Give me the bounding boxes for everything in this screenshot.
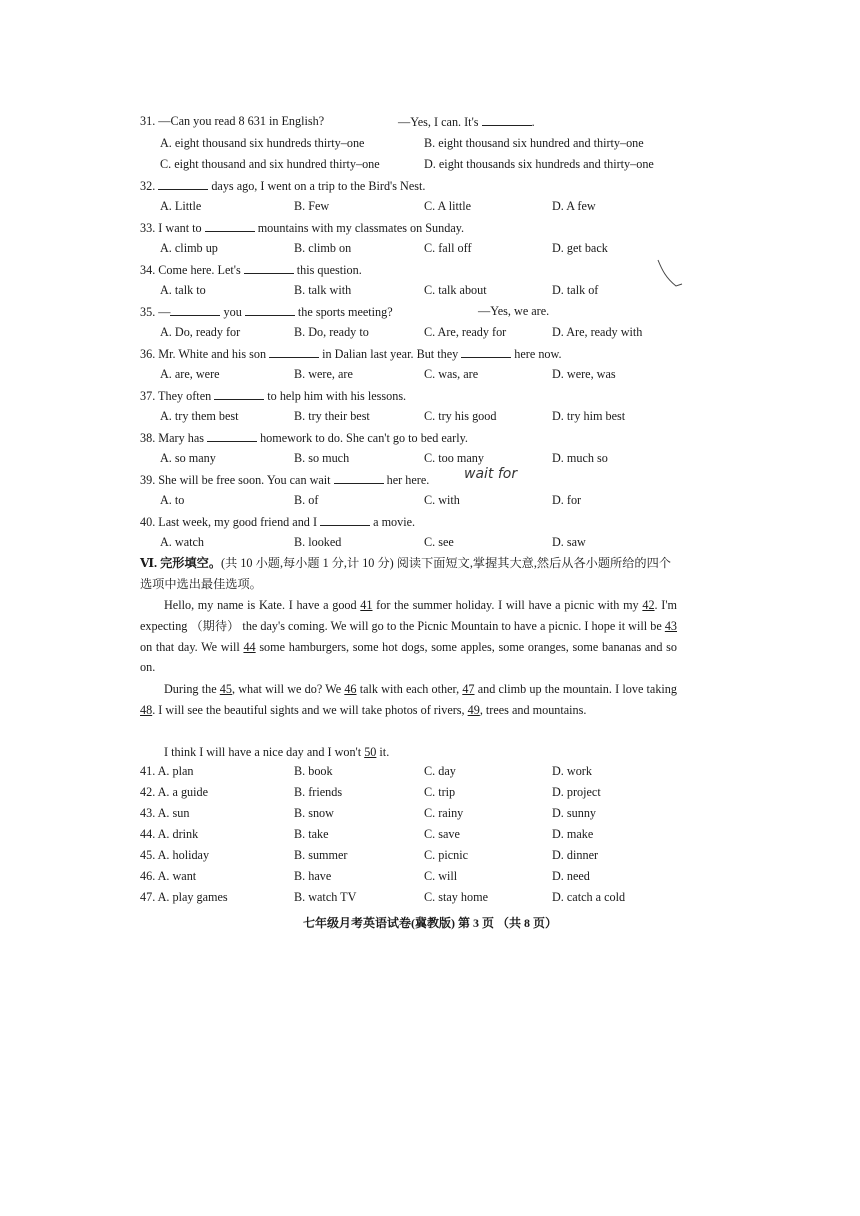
option-32a: A. Little <box>160 199 202 213</box>
blank-46: 46 <box>344 682 357 696</box>
question-32-stem: 32. days ago, I went on a trip to the Bird's Nest. <box>140 179 426 193</box>
option-45a: 45. A. holiday <box>140 848 210 862</box>
question-38-options <box>160 451 720 469</box>
question-37-options <box>160 409 720 427</box>
option-43d: D. sunny <box>552 806 597 820</box>
option-33b: B. climb on <box>294 241 352 255</box>
question-32-options <box>160 199 720 217</box>
passage-paragraph-1: Hello, my name is Kate. I have a good 41 for the summer holiday. I will have a picnic with my 42. I'm expecting （期待） the day's coming. We will go to the Picnic Mountain to have a picnic. I hope it will be 43 on that day. We will 44 some hamburgers, some hot dogs, some apples, some oranges, some bananas and so on. <box>140 598 678 675</box>
option-40c: C. see <box>424 535 454 549</box>
section-6-title: Ⅵ. 完形填空。 <box>140 556 222 570</box>
section-6-instructions: (共 10 小题,每小题 1 分,计 10 分) 阅读下面短文,掌握其大意,然后从各小题所给的四个选项中选出最佳选项。 <box>140 556 671 591</box>
option-34a: A. talk to <box>160 283 206 297</box>
question-42-options <box>140 785 700 803</box>
question-31-stem: 31. —Can you read 8 631 in English? <box>140 114 325 128</box>
blank-44: 44 <box>243 639 256 654</box>
question-34-stem: 34. Come here. Let's this question. <box>140 263 362 277</box>
option-44d: D. make <box>552 827 594 841</box>
question-44-options <box>140 827 700 845</box>
option-32c: C. A little <box>424 199 472 213</box>
option-32d: D. A few <box>552 199 596 213</box>
question-35-options <box>160 325 720 343</box>
blank-41: 41 <box>360 598 373 612</box>
option-47a: 47. A. play games <box>140 890 228 904</box>
option-38b: B. so much <box>294 451 350 465</box>
question-39-options <box>160 493 720 511</box>
option-38c: C. too many <box>424 451 484 465</box>
option-45c: C. picnic <box>424 848 469 862</box>
question-43-options <box>140 806 700 824</box>
option-38a: A. so many <box>160 451 216 465</box>
passage-paragraph-2: During the 45, what will we do? We 46 talk with each other, 47 and climb up the mountain. I love taking 48. I will see the beautiful sights and we will take photos of rivers, 49, trees and mountains. <box>140 682 677 717</box>
option-40d: D. saw <box>552 535 586 549</box>
option-36d: D. were, was <box>552 367 616 381</box>
question-33-stem: 33. I want to mountains with my classmates on Sunday. <box>140 221 465 235</box>
question-35-stem: 35. — you the sports meeting? <box>140 305 393 319</box>
question-46-options <box>140 869 700 887</box>
option-47d: D. catch a cold <box>552 890 626 904</box>
option-38d: D. much so <box>552 451 608 465</box>
option-40a: A. watch <box>160 535 204 549</box>
question-39-stem: 39. She will be free soon. You can wait her here. <box>140 473 430 487</box>
option-47c: C. stay home <box>424 890 488 904</box>
option-33a: A. climb up <box>160 241 218 255</box>
question-31-options-row1 <box>160 136 720 154</box>
option-39d: D. for <box>552 493 582 507</box>
option-45d: D. dinner <box>552 848 599 862</box>
option-42b: B. friends <box>294 785 343 799</box>
option-37d: D. try him best <box>552 409 626 423</box>
option-31a: A. eight thousand six hundreds thirty–one <box>160 136 365 150</box>
option-31c: C. eight thousand and six hundred thirty–one <box>160 157 380 171</box>
option-36a: A. are, were <box>160 367 220 381</box>
option-42d: D. project <box>552 785 601 799</box>
passage-paragraph-3: I think I will have a nice day and I won't 50 it. <box>164 745 390 759</box>
option-40b: B. looked <box>294 535 342 549</box>
option-46b: B. have <box>294 869 332 883</box>
option-41c: C. day <box>424 764 456 778</box>
blank-50: 50 <box>364 745 377 759</box>
question-36-stem: 36. Mr. White and his son in Dalian last year. But they here now. <box>140 347 562 361</box>
question-37-stem: 37. They often to help him with his lessons. <box>140 389 407 403</box>
question-40-stem: 40. Last week, my good friend and I a movie. <box>140 515 416 529</box>
option-36b: B. were, are <box>294 367 353 381</box>
option-33d: D. get back <box>552 241 608 255</box>
option-37c: C. try his good <box>424 409 497 423</box>
page-footer: 七年级月考英语试卷(冀教版) 第 3 页 （共 8 页） <box>303 916 557 930</box>
question-41-options <box>140 764 700 782</box>
option-44b: B. take <box>294 827 329 841</box>
question-35-answer: —Yes, we are. <box>478 304 550 318</box>
option-43a: 43. A. sun <box>140 806 190 820</box>
option-43b: B. snow <box>294 806 334 820</box>
option-34d: D. talk of <box>552 283 599 297</box>
option-41b: B. book <box>294 764 333 778</box>
question-31-options-row2 <box>160 157 720 175</box>
option-46a: 46. A. want <box>140 869 197 883</box>
question-34-options <box>160 283 720 301</box>
option-31d: D. eight thousands six hundreds and thirty–one <box>424 157 654 171</box>
option-44c: C. save <box>424 827 460 841</box>
option-39a: A. to <box>160 493 185 507</box>
option-35a: A. Do, ready for <box>160 325 241 339</box>
option-34b: B. talk with <box>294 283 352 297</box>
blank-42: 42 <box>642 598 655 612</box>
option-37a: A. try them best <box>160 409 239 423</box>
question-36-options <box>160 367 720 385</box>
question-45-options <box>140 848 700 866</box>
option-35c: C. Are, ready for <box>424 325 507 339</box>
option-46c: C. will <box>424 869 458 883</box>
option-35b: B. Do, ready to <box>294 325 369 339</box>
option-39b: B. of <box>294 493 319 507</box>
handwritten-note: wait for <box>464 466 518 482</box>
pencil-stroke-mark <box>652 256 686 292</box>
option-32b: B. Few <box>294 199 330 213</box>
option-47b: B. watch TV <box>294 890 357 904</box>
blank-43: 43 <box>664 618 678 633</box>
option-43c: C. rainy <box>424 806 464 820</box>
option-41a: 41. A. plan <box>140 764 194 778</box>
option-41d: D. work <box>552 764 592 778</box>
blank-48: 48 <box>140 702 153 717</box>
question-40-options <box>160 535 720 553</box>
option-33c: C. fall off <box>424 241 472 255</box>
section-6-heading <box>140 553 680 594</box>
blank-47: 47 <box>462 682 475 696</box>
question-31-answer: —Yes, I can. It's . <box>398 115 535 129</box>
option-34c: C. talk about <box>424 283 487 297</box>
option-35d: D. Are, ready with <box>552 325 643 339</box>
question-47-options <box>140 890 700 908</box>
option-45b: B. summer <box>294 848 348 862</box>
option-42a: 42. A. a guide <box>140 785 209 799</box>
option-44a: 44. A. drink <box>140 827 199 841</box>
option-37b: B. try their best <box>294 409 370 423</box>
option-36c: C. was, are <box>424 367 479 381</box>
option-42c: C. trip <box>424 785 456 799</box>
question-33-options <box>160 241 720 259</box>
blank-49: 49 <box>467 702 480 717</box>
question-38-stem: 38. Mary has homework to do. She can't go to bed early. <box>140 431 468 445</box>
option-39c: C. with <box>424 493 460 507</box>
option-46d: D. need <box>552 869 590 883</box>
option-31b: B. eight thousand six hundred and thirty–one <box>424 136 644 150</box>
blank-45: 45 <box>219 682 232 696</box>
